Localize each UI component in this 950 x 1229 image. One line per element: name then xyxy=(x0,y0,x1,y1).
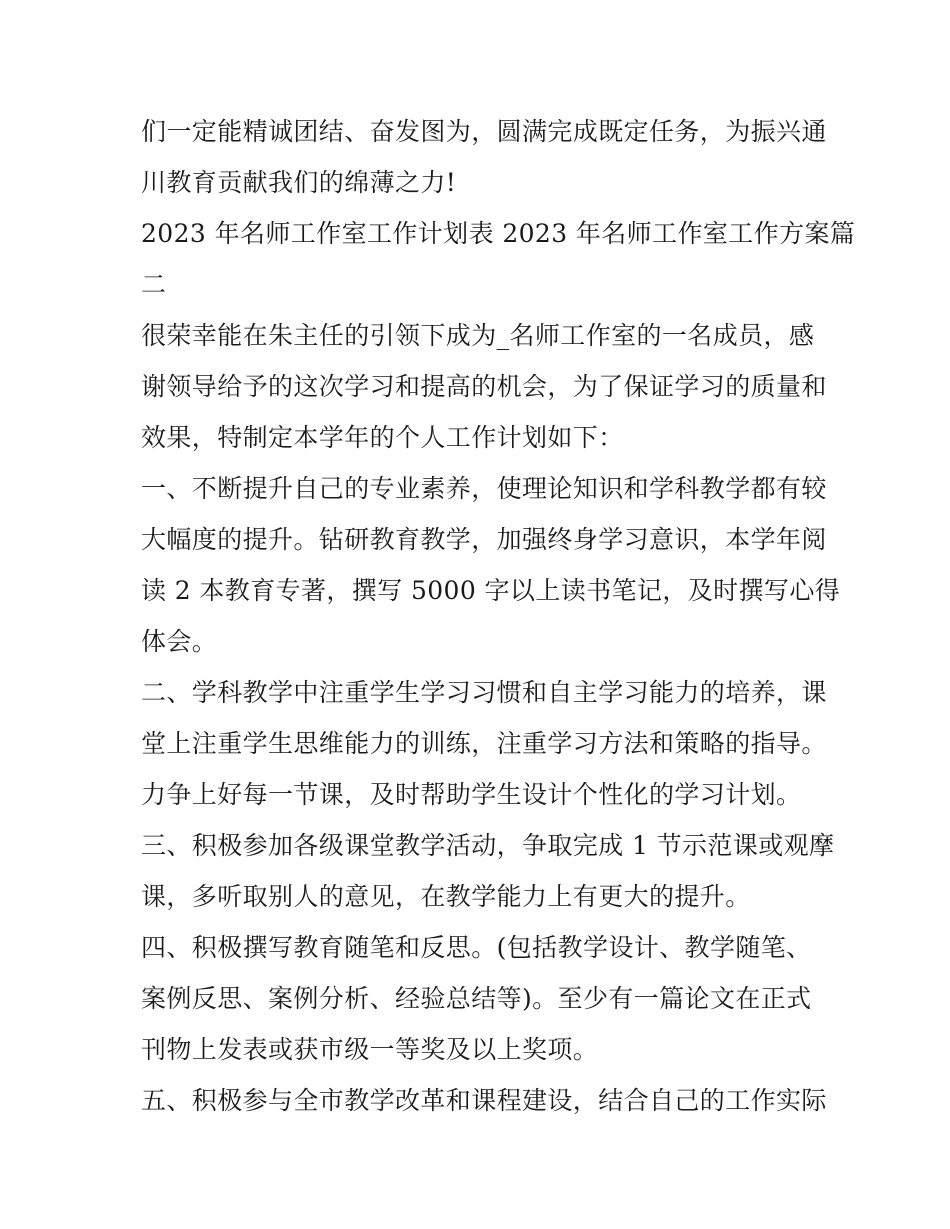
text-line: 们一定能精诚团结、奋发图为，圆满完成既定任务，为振兴通 xyxy=(141,117,827,146)
document-body xyxy=(141,106,856,1126)
text-line: 川教育贡献我们的绵薄之力! xyxy=(141,168,457,197)
text-line: 大幅度的提升。钻研教育教学，加强终身学习意识，本学年阅 xyxy=(141,525,827,554)
text-line: 五、积极参与全市教学改革和课程建设，结合自己的工作实际 xyxy=(141,1086,827,1115)
text-line: 力争上好每一节课，及时帮助学生设计个性化的学习计划。 xyxy=(141,780,802,809)
text-line: 案例反思、案例分析、经验总结等)。至少有一篇论文在正式 xyxy=(141,984,812,1013)
text-line: 三、积极参加各级课堂教学活动，争取完成 1 节示范课或观摩 xyxy=(141,831,835,860)
text-line: 很荣幸能在朱主任的引领下成为_名师工作室的一名成员，感 xyxy=(141,321,815,350)
text-line: 谢领导给予的这次学习和提高的机会，为了保证学习的质量和 xyxy=(141,372,827,401)
text-line: 刊物上发表或获市级一等奖及以上奖项。 xyxy=(141,1035,599,1064)
section-title-line: 二 xyxy=(141,270,167,299)
text-line: 二、学科教学中注重学生学习习惯和自主学习能力的培养，课 xyxy=(141,678,827,707)
text-line: 课，多听取别人的意见，在教学能力上有更大的提升。 xyxy=(141,882,751,911)
text-line: 一、不断提升自己的专业素养，使理论知识和学科教学都有较 xyxy=(141,474,827,503)
section-title-line: 2023 年名师工作室工作计划表 2023 年名师工作室工作方案篇 xyxy=(141,219,856,248)
text-line: 四、积极撰写教育随笔和反思。(包括教学设计、教学随笔、 xyxy=(141,933,812,962)
text-line: 堂上注重学生思维能力的训练，注重学习方法和策略的指导。 xyxy=(141,729,827,758)
text-line: 效果，特制定本学年的个人工作计划如下： xyxy=(141,423,624,452)
text-line: 体会。 xyxy=(141,627,218,656)
text-line: 读 2 本教育专著，撰写 5000 字以上读书笔记，及时撰写心得 xyxy=(141,576,841,605)
